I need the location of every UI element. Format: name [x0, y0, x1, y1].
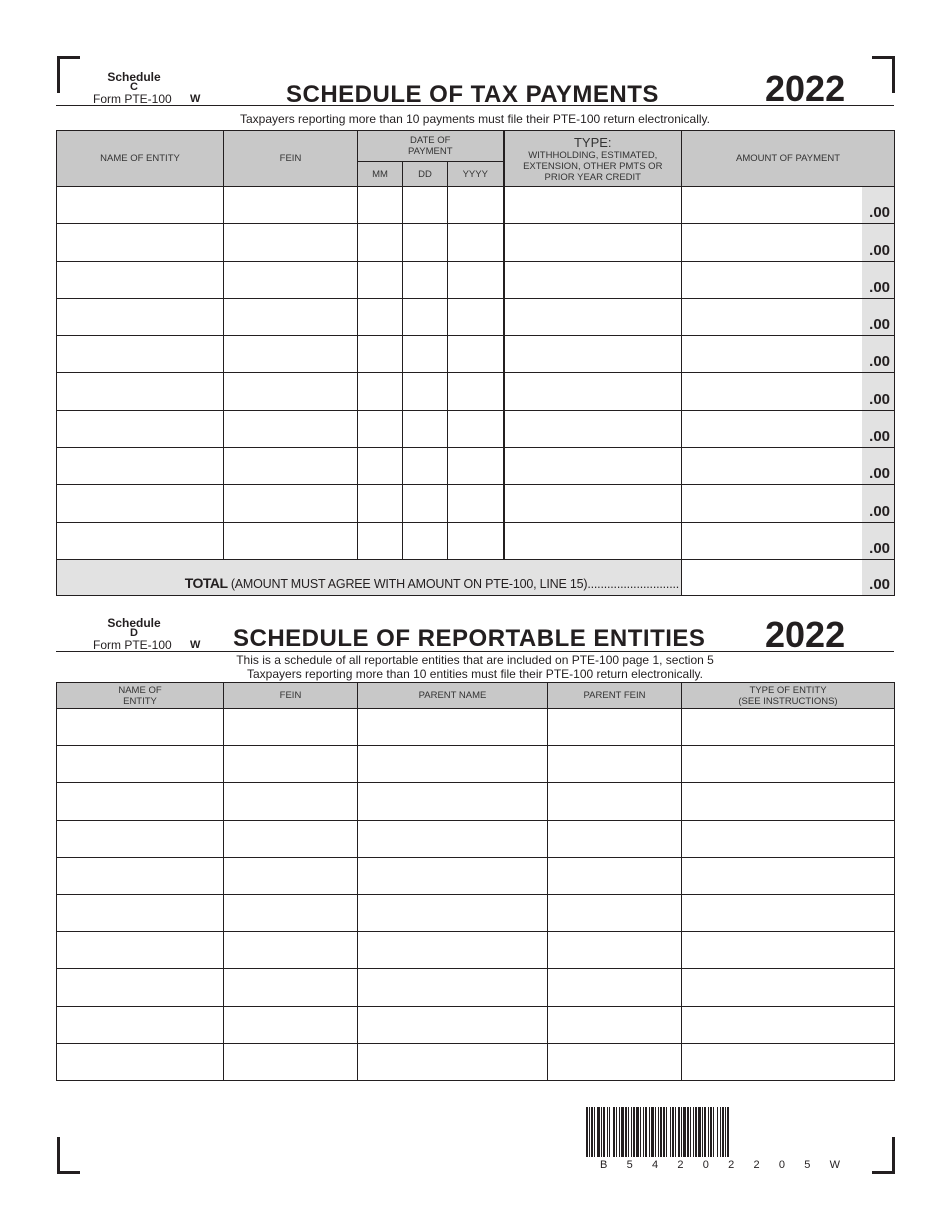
fein-field[interactable] — [224, 746, 358, 783]
col-header-dd: DD — [403, 162, 448, 187]
fein-field[interactable] — [224, 522, 358, 559]
cents-label: .00 — [869, 278, 891, 296]
parent-fein-field[interactable] — [548, 1006, 682, 1043]
total-label-bold: TOTAL — [184, 574, 228, 591]
table-row — [57, 1006, 895, 1043]
fein-field[interactable] — [224, 783, 358, 820]
schedule-d-title: SCHEDULE OF REPORTABLE ENTITIES — [233, 625, 706, 652]
name-of-entity-field[interactable] — [57, 410, 224, 447]
col-header-yyyy: YYYY — [448, 162, 504, 187]
payment-year-field[interactable] — [448, 187, 504, 224]
barcode-char: 5 — [626, 1159, 633, 1171]
fein-field[interactable] — [224, 1006, 358, 1043]
barcode-char: 5 — [804, 1159, 811, 1171]
barcode-char: W — [829, 1159, 840, 1171]
parent-fein-field[interactable] — [548, 857, 682, 894]
fein-field[interactable] — [224, 224, 358, 261]
payment-month-field[interactable] — [358, 448, 403, 485]
schedule-c-form-label: Form PTE-100 — [93, 92, 172, 106]
payment-day-field[interactable] — [403, 410, 448, 447]
payment-month-field[interactable] — [358, 187, 403, 224]
barcode-char: 2 — [728, 1159, 735, 1171]
schedule-d-form-label: Form PTE-100 — [93, 638, 172, 652]
parent-fein-field[interactable] — [548, 783, 682, 820]
payment-day-field[interactable] — [403, 261, 448, 298]
amount-of-payment-field[interactable] — [682, 224, 895, 261]
total-label — [57, 559, 682, 595]
amount-of-payment-field[interactable] — [682, 410, 895, 447]
parent-name-field[interactable] — [358, 857, 548, 894]
schedule-c-w-mark: W — [190, 93, 201, 105]
type-of-entity-field[interactable] — [682, 783, 895, 820]
payment-type-field[interactable] — [504, 336, 682, 373]
table-row — [57, 410, 895, 447]
payment-day-field[interactable] — [403, 522, 448, 559]
parent-fein-field[interactable] — [548, 820, 682, 857]
name-of-entity-field[interactable] — [57, 820, 224, 857]
parent-name-field[interactable] — [358, 1006, 548, 1043]
cents-label: .00 — [869, 353, 891, 371]
barcode-char: 2 — [753, 1159, 760, 1171]
barcode-char: B — [600, 1159, 608, 1171]
payment-year-field[interactable] — [448, 485, 504, 522]
name-of-entity-field[interactable] — [57, 448, 224, 485]
name-of-entity-field[interactable] — [57, 1043, 224, 1080]
name-of-entity-field[interactable] — [57, 857, 224, 894]
table-row — [57, 298, 895, 335]
payment-day-field[interactable] — [403, 373, 448, 410]
payment-day-field[interactable] — [403, 485, 448, 522]
corner-mark-bottom-left — [57, 1137, 80, 1174]
total-cents-label: .00 — [869, 575, 891, 593]
cents-label: .00 — [869, 204, 891, 222]
name-of-entity-field[interactable] — [57, 709, 224, 746]
table-row — [57, 224, 895, 261]
schedule-c-title-rule — [56, 105, 894, 106]
name-of-entity-field[interactable] — [57, 187, 224, 224]
barcode-image — [586, 1107, 853, 1157]
fein-field[interactable] — [224, 1043, 358, 1080]
parent-name-field[interactable] — [358, 1043, 548, 1080]
schedule-c-label: Schedule — [107, 70, 161, 84]
parent-name-field[interactable] — [358, 969, 548, 1006]
payment-year-field[interactable] — [448, 298, 504, 335]
cents-label: .00 — [869, 465, 891, 483]
payment-day-field[interactable] — [403, 224, 448, 261]
payment-month-field[interactable] — [358, 522, 403, 559]
payment-type-field[interactable] — [504, 522, 682, 559]
amount-of-payment-field[interactable] — [682, 448, 895, 485]
barcode-char: 0 — [702, 1159, 709, 1171]
table-row — [57, 783, 895, 820]
col-header-fein: FEIN — [224, 131, 358, 187]
col-header-fein: FEIN — [224, 683, 358, 709]
amount-of-payment-field[interactable] — [682, 336, 895, 373]
table-row — [57, 857, 895, 894]
barcode-char: 0 — [778, 1159, 785, 1171]
table-row — [57, 932, 895, 969]
payment-month-field[interactable] — [358, 298, 403, 335]
payment-type-field[interactable] — [504, 485, 682, 522]
schedule-d-note-line1: This is a schedule of all reportable entities that are included on PTE-100 page 1, section 5 — [236, 653, 714, 667]
payment-month-field[interactable] — [358, 485, 403, 522]
col-header-parent-name: PARENT NAME — [358, 683, 548, 709]
table-row — [57, 709, 895, 746]
col-header-name-of-entity: NAME OF ENTITY — [57, 131, 224, 187]
fein-field[interactable] — [224, 298, 358, 335]
parent-fein-field[interactable] — [548, 1043, 682, 1080]
name-of-entity-field[interactable] — [57, 373, 224, 410]
fein-field[interactable] — [224, 894, 358, 931]
parent-fein-field[interactable] — [548, 932, 682, 969]
payment-year-field[interactable] — [448, 448, 504, 485]
payment-day-field[interactable] — [403, 187, 448, 224]
fein-field[interactable] — [224, 373, 358, 410]
fein-field[interactable] — [224, 336, 358, 373]
name-of-entity-field[interactable] — [57, 485, 224, 522]
total-label-text: (AMOUNT MUST AGREE WITH AMOUNT ON PTE-100, LINE 15)............................ — [227, 576, 680, 591]
reportable-entities-table — [56, 682, 895, 1081]
payment-type-field[interactable] — [504, 373, 682, 410]
fein-field[interactable] — [224, 448, 358, 485]
name-of-entity-field[interactable] — [57, 783, 224, 820]
total-amount-field[interactable] — [682, 559, 895, 595]
schedule-c-letter: C — [130, 81, 138, 93]
table-row — [57, 336, 895, 373]
schedule-c-note: Taxpayers reporting more than 10 payments must file their PTE-100 return electronically. — [240, 112, 710, 126]
name-of-entity-field[interactable] — [57, 336, 224, 373]
schedule-d-year: 2022 — [765, 614, 846, 655]
payment-type-field[interactable] — [504, 261, 682, 298]
table-row — [57, 485, 895, 522]
schedule-c-title: SCHEDULE OF TAX PAYMENTS — [286, 81, 659, 108]
payment-year-field[interactable] — [448, 261, 504, 298]
name-of-entity-field[interactable] — [57, 298, 224, 335]
payment-day-field[interactable] — [403, 336, 448, 373]
table-row — [57, 969, 895, 1006]
schedule-d-note-line2: Taxpayers reporting more than 10 entities must file their PTE-100 return electronically. — [247, 667, 703, 681]
name-of-entity-field[interactable] — [57, 746, 224, 783]
barcode-text — [600, 1159, 840, 1171]
fein-field[interactable] — [224, 932, 358, 969]
payment-year-field[interactable] — [448, 373, 504, 410]
type-of-entity-field[interactable] — [682, 932, 895, 969]
parent-name-field[interactable] — [358, 820, 548, 857]
fein-field[interactable] — [224, 709, 358, 746]
type-of-entity-field[interactable] — [682, 969, 895, 1006]
type-of-entity-field[interactable] — [682, 1006, 895, 1043]
schedule-c-year: 2022 — [765, 68, 846, 109]
payment-year-field[interactable] — [448, 410, 504, 447]
parent-name-field[interactable] — [358, 709, 548, 746]
cents-label: .00 — [869, 502, 891, 520]
cents-label: .00 — [869, 390, 891, 408]
col-header-mm: MM — [358, 162, 403, 187]
table-row — [57, 373, 895, 410]
schedule-d-letter: D — [130, 627, 138, 639]
payment-month-field[interactable] — [358, 336, 403, 373]
fein-field[interactable] — [224, 485, 358, 522]
name-of-entity-field[interactable] — [57, 1006, 224, 1043]
payment-month-field[interactable] — [358, 261, 403, 298]
name-of-entity-field[interactable] — [57, 969, 224, 1006]
corner-mark-bottom-right — [872, 1137, 895, 1174]
parent-name-field[interactable] — [358, 746, 548, 783]
table-row — [57, 261, 895, 298]
amount-of-payment-field[interactable] — [682, 522, 895, 559]
type-of-entity-field[interactable] — [682, 894, 895, 931]
name-of-entity-field[interactable] — [57, 522, 224, 559]
payment-type-field[interactable] — [504, 224, 682, 261]
table-row — [57, 894, 895, 931]
col-header-name-of-entity: NAME OF ENTITY — [57, 683, 224, 709]
type-of-entity-field[interactable] — [682, 820, 895, 857]
col-header-type: TYPE: WITHHOLDING, ESTIMATED, EXTENSION, OTHER PMTS OR PRIOR YEAR CREDIT — [504, 131, 682, 187]
payment-type-field[interactable] — [504, 298, 682, 335]
col-header-amount: AMOUNT OF PAYMENT — [682, 131, 895, 187]
corner-mark-top-right — [872, 56, 895, 93]
table-row — [57, 187, 895, 224]
table-row — [57, 448, 895, 485]
fein-field[interactable] — [224, 820, 358, 857]
amount-of-payment-field[interactable] — [682, 485, 895, 522]
name-of-entity-field[interactable] — [57, 932, 224, 969]
schedule-d-title-rule — [56, 651, 894, 652]
payment-type-field[interactable] — [504, 410, 682, 447]
payment-day-field[interactable] — [403, 298, 448, 335]
payment-year-field[interactable] — [448, 336, 504, 373]
payment-day-field[interactable] — [403, 448, 448, 485]
amount-of-payment-field[interactable] — [682, 373, 895, 410]
payment-type-field[interactable] — [504, 187, 682, 224]
payment-month-field[interactable] — [358, 410, 403, 447]
amount-of-payment-field[interactable] — [682, 187, 895, 224]
cents-label: .00 — [869, 428, 891, 446]
table-row — [57, 1043, 895, 1080]
parent-fein-field[interactable] — [548, 746, 682, 783]
parent-name-field[interactable] — [358, 894, 548, 931]
payment-month-field[interactable] — [358, 224, 403, 261]
table-row — [57, 746, 895, 783]
parent-fein-field[interactable] — [548, 709, 682, 746]
total-row — [57, 559, 895, 595]
parent-fein-field[interactable] — [548, 969, 682, 1006]
cents-label: .00 — [869, 539, 891, 557]
payment-year-field[interactable] — [448, 522, 504, 559]
payment-month-field[interactable] — [358, 373, 403, 410]
amount-of-payment-field[interactable] — [682, 298, 895, 335]
col-header-type-of-entity: TYPE OF ENTITY (SEE INSTRUCTIONS) — [682, 683, 895, 709]
col-header-date-of-payment: DATE OF PAYMENT — [358, 131, 504, 162]
type-of-entity-field[interactable] — [682, 709, 895, 746]
fein-field[interactable] — [224, 187, 358, 224]
type-of-entity-field[interactable] — [682, 746, 895, 783]
cents-label: .00 — [869, 316, 891, 334]
tax-payments-table — [56, 130, 895, 596]
type-of-entity-field[interactable] — [682, 857, 895, 894]
name-of-entity-field[interactable] — [57, 894, 224, 931]
cents-label: .00 — [869, 241, 891, 259]
corner-mark-top-left — [57, 56, 80, 93]
payment-year-field[interactable] — [448, 224, 504, 261]
parent-name-field[interactable] — [358, 932, 548, 969]
parent-name-field[interactable] — [358, 783, 548, 820]
barcode-char: 2 — [677, 1159, 684, 1171]
schedule-d-w-mark: W — [190, 639, 201, 651]
table-row — [57, 820, 895, 857]
amount-of-payment-field[interactable] — [682, 261, 895, 298]
type-of-entity-field[interactable] — [682, 1043, 895, 1080]
fein-field[interactable] — [224, 410, 358, 447]
name-of-entity-field[interactable] — [57, 261, 224, 298]
table-row — [57, 522, 895, 559]
fein-field[interactable] — [224, 857, 358, 894]
col-header-parent-fein: PARENT FEIN — [548, 683, 682, 709]
name-of-entity-field[interactable] — [57, 224, 224, 261]
parent-fein-field[interactable] — [548, 894, 682, 931]
payment-type-field[interactable] — [504, 448, 682, 485]
fein-field[interactable] — [224, 261, 358, 298]
schedule-d-label: Schedule — [107, 616, 161, 630]
fein-field[interactable] — [224, 969, 358, 1006]
barcode-char: 4 — [651, 1159, 659, 1171]
